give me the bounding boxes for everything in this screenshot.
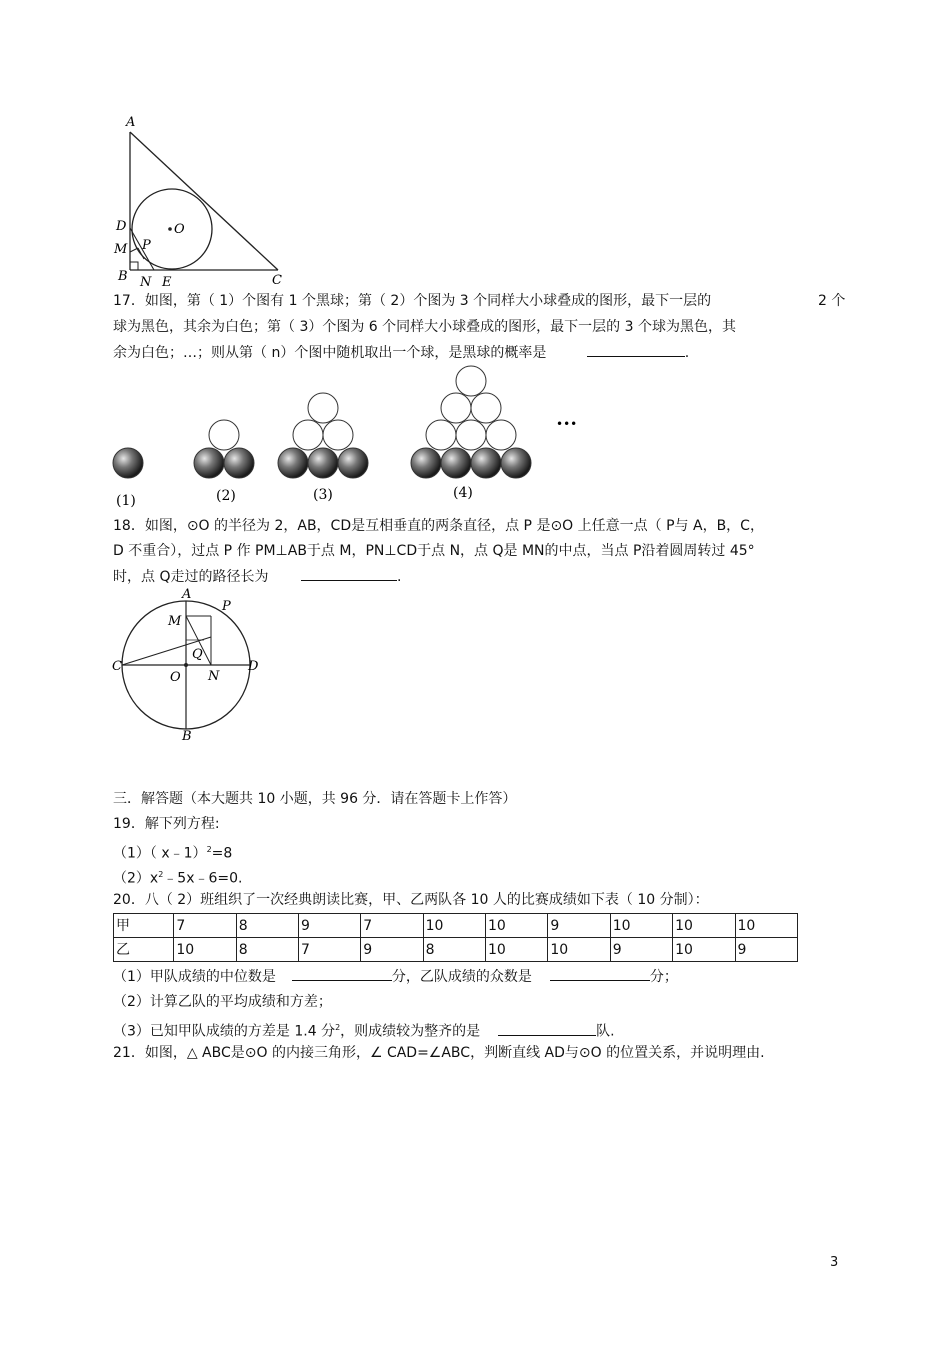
circle-diameters-figure bbox=[108, 586, 268, 746]
label-A: A bbox=[126, 115, 136, 130]
q20-sub2: （2）计算乙队的平均成绩和方差； bbox=[113, 994, 332, 1010]
label-M: M bbox=[114, 242, 128, 257]
q18-period: . bbox=[396, 569, 402, 585]
score-cell: 10 bbox=[735, 914, 797, 938]
score-cell: 10 bbox=[673, 914, 735, 938]
q20-sub1 bbox=[113, 966, 678, 987]
score-cell: 7 bbox=[299, 938, 361, 962]
label-M: M bbox=[168, 614, 182, 629]
label-B: B bbox=[118, 269, 128, 284]
q18-line2: D 不重合），过点 P 作 PM⊥AB于点 M，PN⊥CD于点 N，点 Q是 MN的中点，当点 P沿着圆周转过 45° bbox=[113, 543, 755, 559]
label-P: P bbox=[222, 599, 231, 614]
score-cell: 10 bbox=[548, 938, 610, 962]
q17-line2: 球为黑色，其余为白色；第（ 3）个图为 6 个同样大小球叠成的图形，最下一层的 3 个球为黑色，其 bbox=[113, 319, 736, 335]
caption-2: (2) bbox=[216, 488, 236, 504]
q17-period: . bbox=[684, 345, 690, 361]
score-cell: 10 bbox=[610, 914, 672, 938]
q20-team-blank bbox=[498, 1021, 596, 1036]
q20-sub3 bbox=[113, 1018, 615, 1042]
caption-1: (1) bbox=[116, 493, 136, 509]
label-O: O bbox=[174, 222, 185, 237]
team-cell: 甲 bbox=[114, 914, 174, 938]
score-cell: 9 bbox=[548, 914, 610, 938]
q19-eq2-exponent: 2 bbox=[158, 870, 164, 879]
score-cell: 10 bbox=[485, 914, 547, 938]
label-N: N bbox=[140, 275, 152, 290]
team-cell: 乙 bbox=[114, 938, 174, 962]
label-O: O bbox=[170, 670, 181, 685]
q20-sub1-text-c: 分； bbox=[649, 969, 678, 985]
table-row bbox=[114, 938, 798, 962]
ellipsis: ••• bbox=[556, 417, 578, 431]
q18-line3-text: 时，点 Q走过的路径长为 bbox=[113, 569, 269, 585]
q19-eq1-base: （1）（ x﹣1） bbox=[113, 845, 207, 862]
q17-answer-blank bbox=[587, 342, 685, 357]
score-cell: 8 bbox=[236, 938, 298, 962]
score-cell: 8 bbox=[423, 938, 485, 962]
section-3-heading: 三．解答题（本大题共 10 小题，共 96 分．请在答题卡上作答） bbox=[113, 791, 517, 807]
label-Q: Q bbox=[192, 647, 203, 662]
label-E: E bbox=[162, 275, 172, 290]
label-C: C bbox=[112, 659, 122, 674]
score-cell: 10 bbox=[485, 938, 547, 962]
score-cell: 9 bbox=[299, 914, 361, 938]
q19-eq1-rhs: =8 bbox=[211, 845, 233, 862]
label-N: N bbox=[208, 669, 220, 684]
page-number: 3 bbox=[830, 1255, 839, 1270]
caption-3: (3) bbox=[313, 487, 333, 503]
score-cell: 9 bbox=[735, 938, 797, 962]
q17-line3-text: 余为白色；…；则从第（ n）个图中随机取出一个球，是黑球的概率是 bbox=[113, 345, 547, 361]
q20-sub3-text-c: 队. bbox=[596, 1023, 615, 1040]
score-cell: 7 bbox=[174, 914, 236, 938]
triangle-circle-figure bbox=[108, 112, 298, 294]
q18-line3 bbox=[113, 566, 401, 587]
score-cell: 9 bbox=[361, 938, 423, 962]
score-cell: 10 bbox=[423, 914, 485, 938]
ball-stacks-figure bbox=[108, 362, 588, 512]
score-cell: 10 bbox=[174, 938, 236, 962]
q17-line1-end: 2 个 bbox=[818, 293, 846, 309]
label-D: D bbox=[116, 219, 127, 234]
q20-sub1-text-a: （1）甲队成绩的中位数是 bbox=[113, 969, 276, 985]
score-cell: 9 bbox=[610, 938, 672, 962]
q18-answer-blank bbox=[301, 566, 397, 581]
label-A: A bbox=[182, 587, 192, 602]
label-C: C bbox=[272, 273, 282, 288]
q20-sub3-text-b: ，则成绩较为整齐的是 bbox=[340, 1023, 481, 1040]
q19-eq1 bbox=[113, 840, 232, 864]
label-B: B bbox=[182, 729, 192, 744]
table-row bbox=[114, 914, 798, 938]
caption-4: (4) bbox=[453, 485, 473, 501]
q19-eq2-rest: ﹣5x﹣6=0. bbox=[163, 870, 243, 887]
q19-eq2-base: （2）x bbox=[113, 870, 159, 887]
q17-line3 bbox=[113, 342, 689, 363]
label-D: D bbox=[248, 659, 259, 674]
q21-text: 21．如图，△ ABC是⊙O 的内接三角形，∠ CAD=∠ABC，判断直线 AD与⊙O 的位置关系，并说明理由. bbox=[113, 1045, 765, 1061]
score-cell: 10 bbox=[673, 938, 735, 962]
q19-eq1-exponent: 2 bbox=[206, 845, 212, 854]
label-P: P bbox=[142, 238, 151, 253]
q17-line1-text: 17．如图，第（ 1）个图有 1 个黑球；第（ 2）个图为 3 个同样大小球叠成的图形，最下一层的 bbox=[113, 293, 712, 309]
score-cell: 8 bbox=[236, 914, 298, 938]
q20-median-blank bbox=[292, 966, 392, 981]
q19-title: 19．解下列方程: bbox=[113, 816, 220, 832]
q20-title: 20．八（ 2）班组织了一次经典朗读比赛，甲、乙两队各 10 人的比赛成绩如下表（ 10 分制）： bbox=[113, 892, 709, 908]
q19-eq2 bbox=[113, 865, 242, 889]
q20-sub3-text-a: （3）已知甲队成绩的方差是 1.4 分 bbox=[113, 1023, 336, 1040]
q20-sub1-text-b: 分，乙队成绩的众数是 bbox=[391, 969, 532, 985]
q17-line1 bbox=[113, 291, 711, 311]
scores-table bbox=[113, 913, 798, 962]
score-cell: 7 bbox=[361, 914, 423, 938]
q20-mode-blank bbox=[550, 966, 650, 981]
q20-sub3-exponent: 2 bbox=[335, 1023, 341, 1032]
q18-line1: 18．如图，⊙O 的半径为 2，AB，CD是互相垂直的两条直径，点 P 是⊙O 上任意一点（ P与 A，B，C， bbox=[113, 518, 764, 534]
